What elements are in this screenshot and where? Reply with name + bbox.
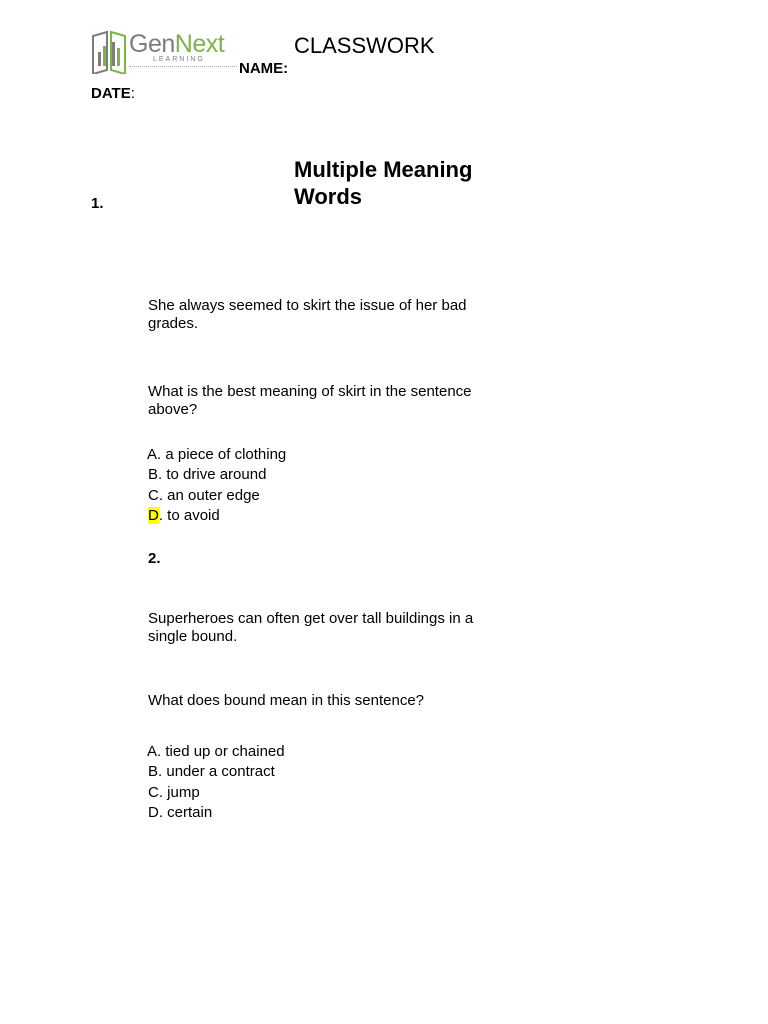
logo-book-icon bbox=[91, 30, 127, 74]
question-sentence: She always seemed to skirt the issue of her bad grades. bbox=[148, 297, 467, 332]
option-c: C. an outer edge bbox=[148, 486, 260, 504]
option-a: A. tied up or chained bbox=[147, 743, 285, 760]
gennext-logo bbox=[91, 30, 241, 76]
option-b: B. under a contract bbox=[148, 763, 275, 781]
option-d: D. certain bbox=[148, 803, 213, 821]
logo-subtitle: LEARNING bbox=[153, 56, 205, 63]
answer-options bbox=[147, 742, 285, 823]
option-a: A. a piece of clothing bbox=[147, 446, 287, 463]
option-d: D. to avoid bbox=[148, 506, 220, 524]
question-prompt: What does bound mean in this sentence? bbox=[148, 692, 425, 709]
date-colon: : bbox=[130, 85, 135, 102]
worksheet-title: Multiple Meaning Words bbox=[294, 157, 473, 209]
question-number: 1. bbox=[91, 195, 104, 212]
logo-wordmark: GenNext bbox=[129, 30, 225, 58]
classwork-heading: CLASSWORK bbox=[294, 33, 435, 58]
option-c: C. jump bbox=[148, 783, 200, 801]
option-b: B. to drive around bbox=[148, 466, 267, 484]
logo-tagline-divider bbox=[129, 66, 237, 70]
name-label: NAME: bbox=[239, 60, 289, 77]
question-number: 2. bbox=[148, 550, 161, 567]
date-label: DATE bbox=[91, 85, 131, 102]
question-sentence: Superheroes can often get over tall buildings in a single bound. bbox=[148, 610, 474, 645]
date-field bbox=[91, 85, 135, 102]
question-prompt: What is the best meaning of skirt in the sentence above? bbox=[148, 383, 472, 418]
answer-options bbox=[147, 445, 286, 526]
answer-highlight: D bbox=[148, 506, 159, 524]
